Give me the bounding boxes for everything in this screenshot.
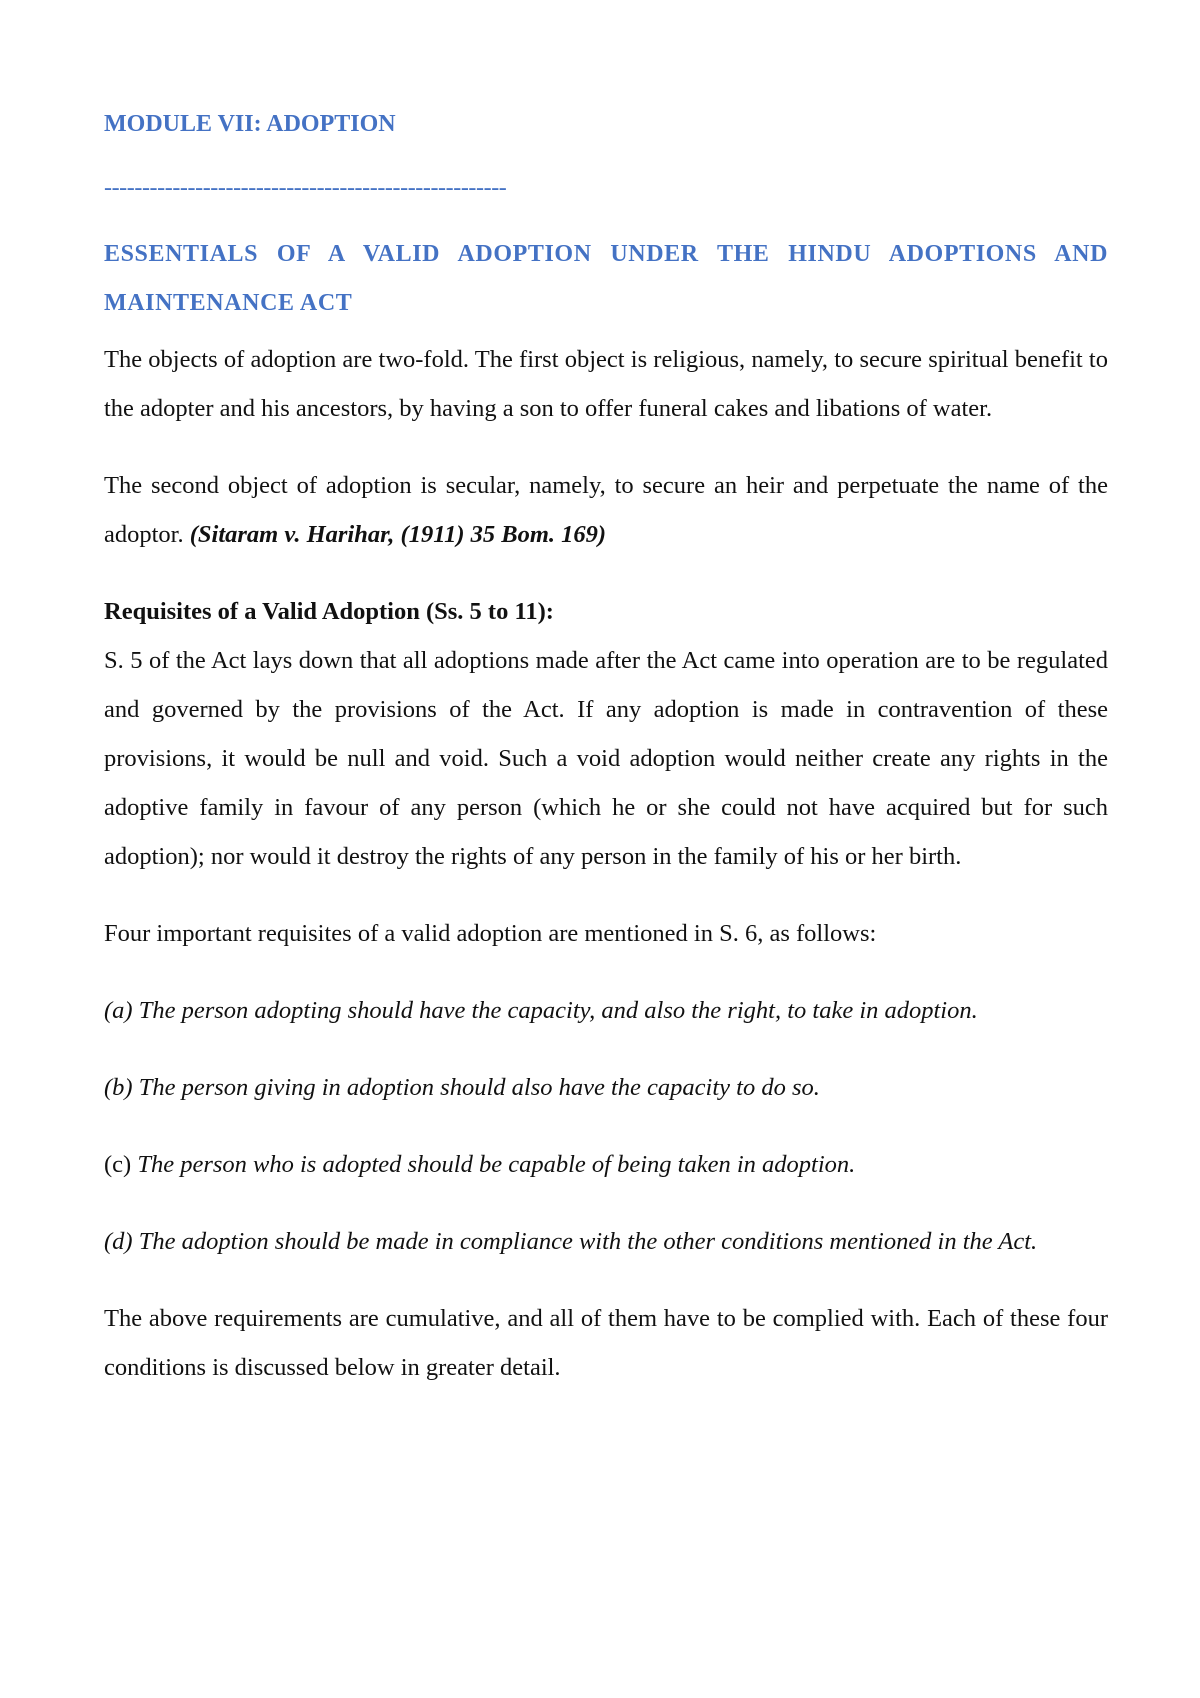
requisite-item-d: (d) The adoption should be made in compliance with the other conditions mentioned in the Act. (104, 1228, 1038, 1255)
requisite-item-c (104, 1140, 1108, 1189)
requisite-item-b: (b) The person giving in adoption should also have the capacity to do so. (104, 1074, 820, 1101)
requisite-item-c-label: (c) (104, 1151, 132, 1178)
case-citation: (Sitaram v. Harihar, (1911) 35 Bom. 169) (189, 521, 607, 548)
document-body (104, 335, 1108, 1392)
requisite-item-a: (a) The person adopting should have the capacity, and also the right, to take in adoption. (104, 997, 978, 1024)
paragraph-second-object-text: The second object of adoption is secular, namely, to secure an heir and perpetuate the name of the adoptor. (104, 472, 1108, 548)
module-title: MODULE VII: ADOPTION (104, 111, 396, 137)
divider-line: ----------------------------------------------------- (104, 175, 507, 201)
requisites-heading: Requisites of a Valid Adoption (Ss. 5 to 11): (104, 598, 554, 625)
paragraph-second-object (104, 461, 1108, 559)
paragraph-section-5: S. 5 of the Act lays down that all adoptions made after the Act came into operation are to be regulated and governed by the provisions of the Act. If any adoption is made in contravention of these provisions, it would be null and void. Such a void adoption would neither create any rights in the adoptive family in favour of any person (which he or she could not have acquired but for such adoption); nor would it destroy the rights of any person in the family of his or her birth. (104, 647, 1108, 870)
section-title: ESSENTIALS OF A VALID ADOPTION UNDER THE HINDU ADOPTIONS AND MAINTENANCE ACT (104, 241, 1108, 316)
paragraph-objects: The objects of adoption are two-fold. The first object is religious, namely, to secure spiritual benefit to the adopter and his ancestors, by having a son to offer funeral cakes and libations of water. (104, 346, 1108, 422)
requisite-item-c-text: The person who is adopted should be capable of being taken in adoption. (137, 1151, 856, 1178)
paragraph-four-requisites: Four important requisites of a valid adoption are mentioned in S. 6, as follows: (104, 920, 877, 947)
paragraph-cumulative: The above requirements are cumulative, and all of them have to be complied with. Each of these four conditions is discussed below in greater detail. (104, 1305, 1108, 1381)
